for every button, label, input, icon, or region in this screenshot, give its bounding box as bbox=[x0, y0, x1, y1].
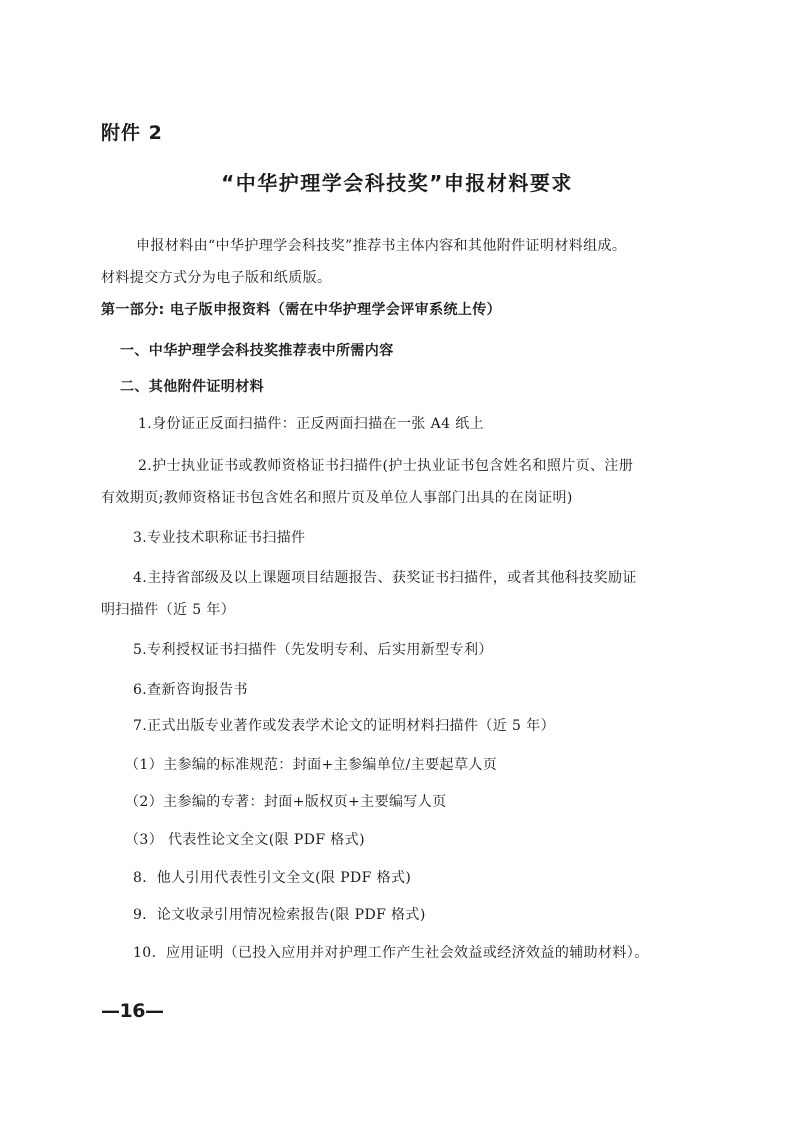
list-item-3: 3.专业技术职称证书扫描件 bbox=[133, 530, 306, 546]
page-number: —16— bbox=[101, 1000, 164, 1022]
document-title: “中华护理学会科技奖”申报材料要求 bbox=[221, 171, 573, 195]
list-item-7-2: （2）主参编的专著：封面+版权页+主要编写人页 bbox=[125, 794, 447, 810]
intro-line-2: 材料提交方式分为电子版和纸质版。 bbox=[101, 270, 332, 286]
list-item-8: 8．他人引用代表性引文全文(限 PDF 格式) bbox=[133, 870, 412, 886]
list-item-2-line-1: 2.护士执业证书或教师资格证书扫描件(护士执业证书包含姓名和照片页、注册 bbox=[138, 458, 634, 474]
list-item-7-3: （3） 代表性论文全文(限 PDF 格式) bbox=[125, 832, 365, 848]
section1-heading: 一、中华护理学会科技奖推荐表中所需内容 bbox=[120, 343, 394, 359]
list-item-10: 10．应用证明（已投入应用并对护理工作产生社会效益或经济效益的辅助材料）。 bbox=[133, 945, 649, 961]
list-item-6: 6.查新咨询报告书 bbox=[133, 682, 248, 698]
part1-heading: 第一部分: 电子版申报资料（需在中华护理学会评审系统上传） bbox=[101, 302, 502, 318]
list-item-4-line-1: 4.主持省部级及以上课题项目结题报告、获奖证书扫描件，或者其他科技奖励证 bbox=[133, 570, 637, 586]
list-item-2-line-2: 有效期页;教师资格证书包含姓名和照片页及单位人事部门出具的在岗证明) bbox=[101, 490, 573, 506]
list-item-1: 1.身份证正反面扫描件：正反两面扫描在一张 A4 纸上 bbox=[138, 416, 485, 432]
list-item-9: 9．论文收录引用情况检索报告(限 PDF 格式) bbox=[133, 907, 426, 923]
list-item-7: 7.正式出版专业著作或发表学术论文的证明材料扫描件（近 5 年） bbox=[133, 718, 555, 734]
list-item-5: 5.专利授权证书扫描件（先发明专利、后实用新型专利） bbox=[133, 642, 493, 658]
attachment-label: 附件 2 bbox=[101, 122, 163, 144]
section2-heading: 二、其他附件证明材料 bbox=[120, 379, 264, 395]
list-item-7-1: （1）主参编的标准规范：封面+主参编单位/主要起草人页 bbox=[125, 757, 498, 773]
intro-line-1: 申报材料由“中华护理学会科技奖”推荐书主体内容和其他附件证明材料组成。 bbox=[136, 238, 627, 254]
list-item-4-line-2: 明扫描件（近 5 年） bbox=[101, 602, 236, 618]
